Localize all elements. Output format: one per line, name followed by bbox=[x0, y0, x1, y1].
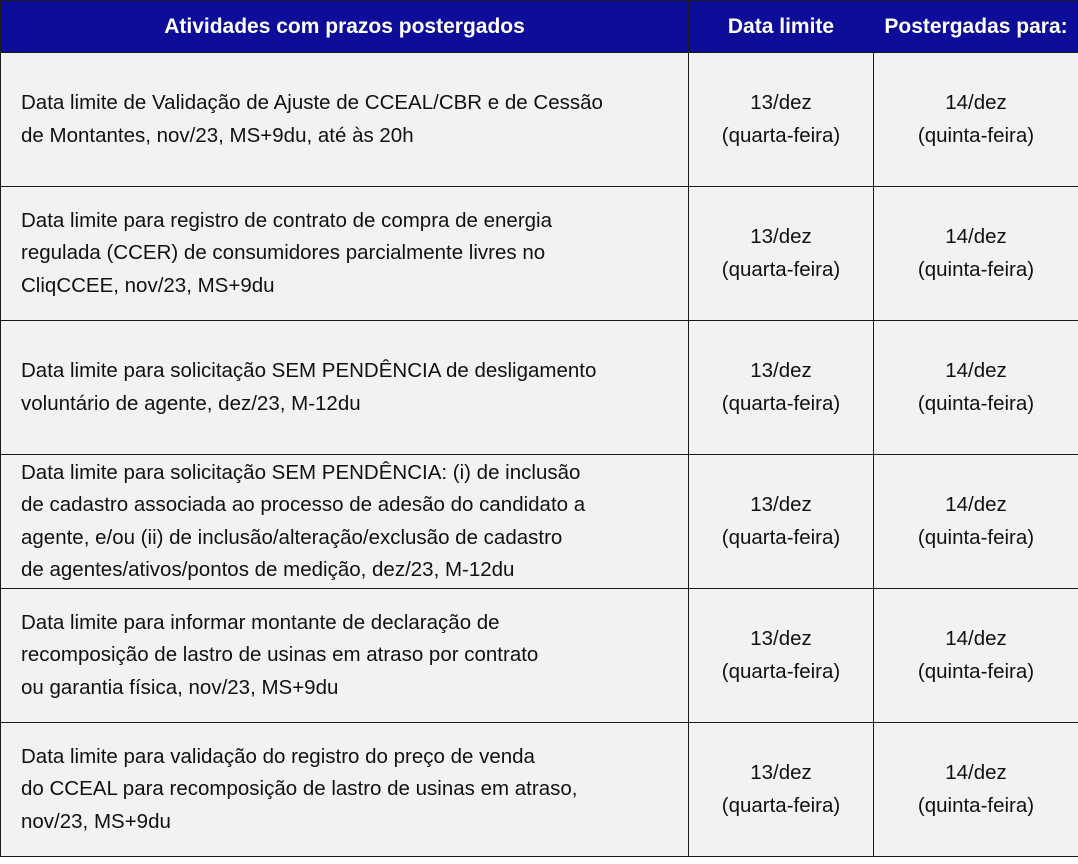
header-postponed-to: Postergadas para: bbox=[874, 1, 1078, 53]
postponed-date: 14/dez bbox=[945, 359, 1007, 382]
postponed-weekday: (quinta-feira) bbox=[917, 793, 1035, 817]
deadline-date: 13/dez bbox=[750, 627, 812, 650]
table-row bbox=[1, 187, 1078, 321]
deadline-cell bbox=[689, 321, 874, 455]
activity-cell bbox=[1, 723, 689, 857]
postponed-weekday: (quinta-feira) bbox=[917, 123, 1035, 147]
activity-line: nov/23, MS+9du bbox=[21, 809, 171, 833]
activity-line: Data limite para validação do registro do preço de venda bbox=[21, 744, 535, 768]
activity-cell bbox=[1, 53, 689, 187]
activity-line: do CCEAL para recomposição de lastro de usinas em atraso, bbox=[21, 777, 578, 801]
deadline-weekday: (quarta-feira) bbox=[721, 123, 841, 147]
activity-cell bbox=[1, 321, 689, 455]
deadline-cell bbox=[689, 187, 874, 321]
deadline-weekday: (quarta-feira) bbox=[721, 793, 841, 817]
activity-line: de agentes/ativos/pontos de medição, dez/23, M-12du bbox=[21, 558, 515, 581]
postponed-date: 14/dez bbox=[945, 493, 1007, 516]
table-row bbox=[1, 321, 1078, 455]
activity-line: Data limite de Validação de Ajuste de CCEAL/CBR e de Cessão bbox=[21, 91, 603, 114]
postponed-cell bbox=[874, 53, 1078, 187]
postponed-cell bbox=[874, 589, 1078, 723]
table-row bbox=[1, 455, 1078, 589]
deadline-cell bbox=[689, 589, 874, 723]
activity-line: Data limite para informar montante de declaração de bbox=[21, 610, 500, 634]
activity-line: voluntário de agente, dez/23, M-12du bbox=[21, 391, 361, 415]
deadline-cell bbox=[689, 723, 874, 857]
activity-line: de cadastro associada ao processo de adesão do candidato a bbox=[21, 493, 586, 516]
postponed-date: 14/dez bbox=[945, 225, 1007, 248]
postponed-cell bbox=[874, 187, 1078, 321]
deadline-weekday: (quarta-feira) bbox=[721, 525, 841, 549]
activity-cell bbox=[1, 455, 689, 589]
deadline-date: 13/dez bbox=[750, 493, 812, 516]
postponed-weekday: (quinta-feira) bbox=[917, 525, 1035, 549]
header-row bbox=[1, 1, 1078, 53]
deadline-date: 13/dez bbox=[750, 225, 812, 248]
header-deadline: Data limite bbox=[689, 1, 874, 53]
postponed-cell bbox=[874, 723, 1078, 857]
deadline-weekday: (quarta-feira) bbox=[721, 257, 841, 281]
postponed-weekday: (quinta-feira) bbox=[917, 659, 1035, 683]
postponed-weekday: (quinta-feira) bbox=[917, 257, 1035, 281]
activity-line: regulada (CCER) de consumidores parcialmente livres no bbox=[21, 241, 546, 265]
activity-cell bbox=[1, 589, 689, 723]
postponed-cell bbox=[874, 321, 1078, 455]
deadline-date: 13/dez bbox=[750, 359, 812, 382]
activity-line: Data limite para registro de contrato de compra de energia bbox=[21, 208, 553, 232]
activity-cell bbox=[1, 187, 689, 321]
activity-line: ou garantia física, nov/23, MS+9du bbox=[21, 675, 339, 699]
deadline-date: 13/dez bbox=[750, 91, 812, 114]
postponed-date: 14/dez bbox=[945, 627, 1007, 650]
table-body bbox=[1, 53, 1078, 857]
table-row bbox=[1, 589, 1078, 723]
table-row bbox=[1, 723, 1078, 857]
deadline-weekday: (quarta-feira) bbox=[721, 391, 841, 415]
table-header bbox=[1, 1, 1078, 53]
activity-line: Data limite para solicitação SEM PENDÊNCIA de desligamento bbox=[21, 359, 597, 382]
postponed-date: 14/dez bbox=[945, 91, 1007, 114]
postponed-date: 14/dez bbox=[945, 761, 1007, 784]
activity-line: agente, e/ou (ii) de inclusão/alteração/exclusão de cadastro bbox=[21, 525, 563, 549]
activity-line: de Montantes, nov/23, MS+9du, até às 20h bbox=[21, 123, 414, 147]
postponed-cell bbox=[874, 455, 1078, 589]
header-activities: Atividades com prazos postergados bbox=[1, 1, 689, 53]
activity-line: Data limite para solicitação SEM PENDÊNCIA: (i) de inclusão bbox=[21, 460, 581, 484]
postponed-weekday: (quinta-feira) bbox=[917, 391, 1035, 415]
activity-line: recomposição de lastro de usinas em atraso por contrato bbox=[21, 643, 539, 667]
deadline-cell bbox=[689, 53, 874, 187]
deadline-weekday: (quarta-feira) bbox=[721, 659, 841, 683]
deadline-cell bbox=[689, 455, 874, 589]
activity-line: CliqCCEE, nov/23, MS+9du bbox=[21, 273, 275, 297]
table-row bbox=[1, 53, 1078, 187]
deadline-date: 13/dez bbox=[750, 761, 812, 784]
